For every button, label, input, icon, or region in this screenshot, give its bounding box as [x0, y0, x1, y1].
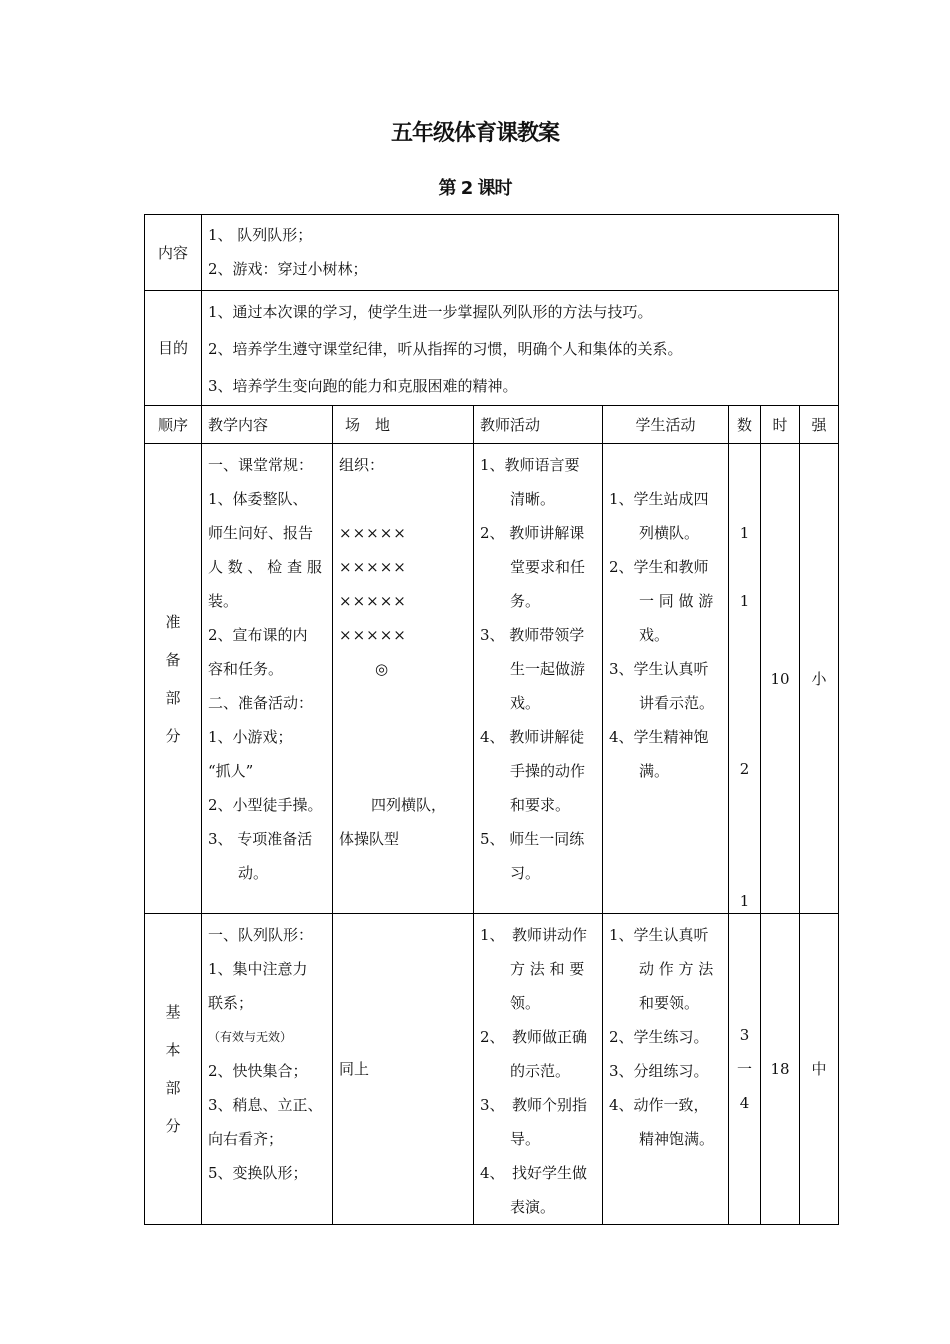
lesson-plan-table: [144, 214, 839, 1225]
page-title: 五年级体育课教案: [390, 121, 559, 146]
formation-row: ×××××: [339, 592, 407, 610]
header-venue: 场 地: [333, 406, 474, 444]
basic-time: 18: [761, 914, 800, 1225]
goal-item: 1、通过本次课的学习，使学生进一步掌握队列队形的方法与技巧。: [208, 303, 653, 321]
header-teacher: 教师活动: [474, 406, 603, 444]
basic-count: 3 一 4: [729, 914, 761, 1225]
lesson-number: 第 2 课时: [438, 178, 512, 199]
prep-student: 1、学生站成四 列横队。 2、学生和教师 一 同 做 游 戏。 3、学生认真听 讲看示范。 4、学生精神饱 满。: [603, 444, 729, 914]
venue-note: 体操队型: [339, 830, 400, 848]
goal-label: 目的: [145, 291, 202, 406]
basic-section-label: 基 本 部 分: [145, 914, 202, 1225]
basic-intensity: 中: [800, 914, 839, 1225]
prep-count: 1 1 2 1: [729, 444, 761, 914]
prep-venue: [333, 444, 474, 914]
header-time: 时: [761, 406, 800, 444]
prep-section-label: 准 备 部 分: [145, 444, 202, 914]
header-content: 教学内容: [202, 406, 333, 444]
basic-venue: 同上: [333, 914, 474, 1225]
basic-student: 1、学生认真听 动 作 方 法 和要领。 2、学生练习。 3、分组练习。 4、动作一致， 精神饱满。: [603, 914, 729, 1225]
header-intensity: 强: [800, 406, 839, 444]
formation-row: ×××××: [339, 626, 407, 644]
content-label: 内容: [145, 215, 202, 291]
teacher-position-mark: ◎: [375, 660, 389, 678]
prep-content: 一、课堂常规： 1、体委整队、 师生问好、报告 人 数 、 检 查 服 装。 2、宣布课的内 容和任务。 二、准备活动： 1、小游戏； “抓人” 2、小型徒手操。 3、 专项准备活 动。: [202, 444, 333, 914]
prep-teacher: 1、教师语言要 清晰。 2、 教师讲解课 堂要求和任 务。 3、 教师带领学 生一起做游 戏。 4、 教师讲解徒 手操的动作 和要求。 5、 师生一同练 习。: [474, 444, 603, 914]
content-cell: [202, 215, 839, 291]
goal-cell: [202, 291, 839, 406]
prep-time: 10: [761, 444, 800, 914]
content-item: 1、 队列队形；: [208, 226, 313, 244]
header-count: 数: [729, 406, 761, 444]
formation-row: ×××××: [339, 524, 407, 542]
venue-note: 四列横队，: [371, 796, 447, 814]
basic-content: 一、队列队形： 1、集中注意力 联系； （有效与无效） 2、快快集合； 3、稍息、立正、 向右看齐； 5、变换队形；: [202, 914, 333, 1225]
venue-org-label: 组织：: [339, 456, 385, 474]
basic-teacher: 1、 教师讲动作 方 法 和 要 领。 2、 教师做正确 的示范。 3、 教师个别指 导。 4、 找好学生做 表演。: [474, 914, 603, 1225]
formation-row: ×××××: [339, 558, 407, 576]
goal-item: 2、培养学生遵守课堂纪律，听从指挥的习惯，明确个人和集体的关系。: [208, 340, 683, 358]
header-order: 顺序: [145, 406, 202, 444]
prep-intensity: 小: [800, 444, 839, 914]
content-item: 2、游戏：穿过小树林；: [208, 260, 368, 278]
goal-item: 3、培养学生变向跑的能力和克服困难的精神。: [208, 377, 518, 395]
header-student: 学生活动: [603, 406, 729, 444]
